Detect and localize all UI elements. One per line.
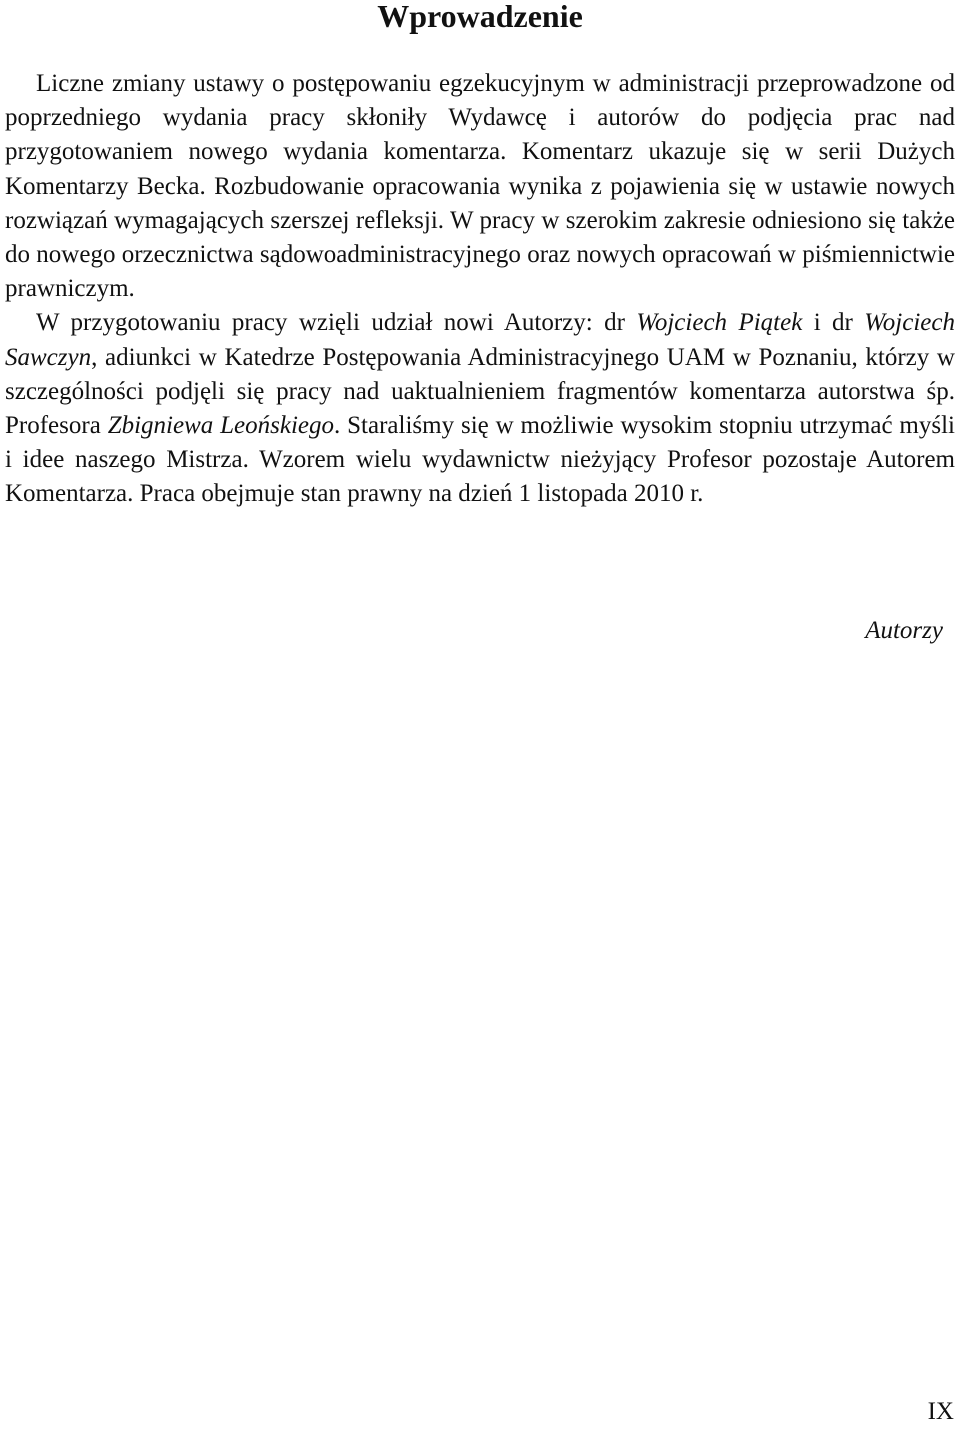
document-page [5, 0, 955, 1425]
page-number: IX [927, 1398, 954, 1425]
paragraph-authors-text-3: , adiunkci w Katedrze Postępowania Administracyjnego UAM w Poznaniu, którzy w szczególności podjęli się pracy nad uaktualnieniem fragmentów komentarza autorstwa śp. Profesora [5, 343, 955, 440]
author-name-sawczyn: Wojciech Sawczyn [5, 309, 955, 371]
author-name-leonski: Zbigniewa Leońskiego [107, 412, 335, 440]
page-title: Wprowadzenie [377, 0, 583, 34]
body-text [5, 67, 955, 512]
author-name-piatek: Wojciech Piątek [636, 309, 803, 337]
paragraph-authors-text-2: i dr [802, 309, 865, 337]
paragraph-intro: Liczne zmiany ustawy o postępowaniu egzekucyjnym w administracji przeprowadzone od poprzedniego wydania pracy skłoniły Wydawcę i autorów do podjęcia prac nad przygotowaniem nowego wydania komentarza. Komentarz ukazuje się w serii Dużych Komentarzy Becka. Rozbudowanie opracowania wynika z pojawienia się w ustawie nowych rozwiązań wymagających szerszej refleksji. W pracy w szerokim zakresie odniesiono się także do nowego orzecznictwa sądowoadministracyjnego oraz nowych opracowań w piśmiennictwie prawniczym. [5, 70, 955, 303]
paragraph-authors [5, 306, 955, 511]
paragraph-authors-text-4: . Staraliśmy się w możliwie wysokim stopniu utrzymać myśli i idee naszego Mistrza. Wzorem wielu wydawnictw nieżyjący Profesor pozostaje Autorem Komentarza. Praca obejmuje stan prawny na dzień 1 listopada 2010 r. [5, 412, 955, 508]
signature: Autorzy [865, 617, 943, 644]
paragraph-authors-text-1: W przygotowaniu pracy wzięli udział nowi Autorzy: dr [36, 309, 637, 337]
